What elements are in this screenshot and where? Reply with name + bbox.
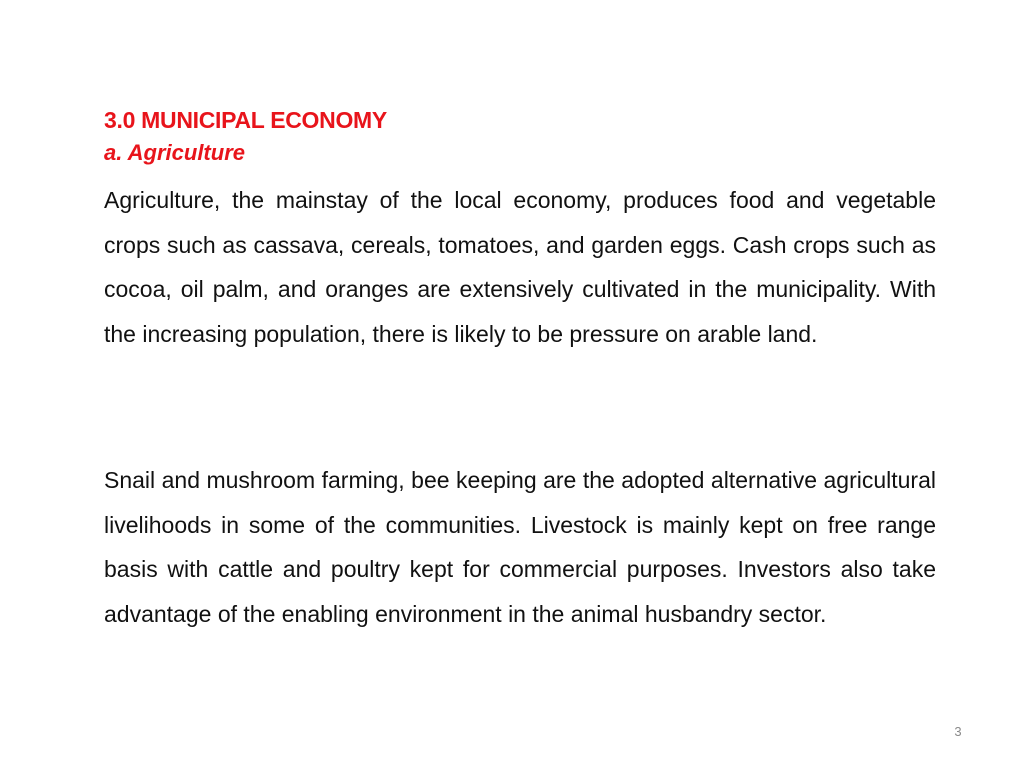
subsection-heading: a. Agriculture	[104, 140, 245, 165]
body-paragraph-agriculture: Agriculture, the mainstay of the local economy, produces food and vegetable crops such as cassava, cereals, tomatoes, and garden eggs. Cash crops such as cocoa, oil palm, and oranges are extensively cultivated in the municipality. With the increasing population, there is likely to be pressure on arable land.	[104, 187, 936, 347]
page-number: 3	[954, 724, 962, 739]
body-paragraph-livelihoods: Snail and mushroom farming, bee keeping are the adopted alternative agricultural livelihoods in some of the communities. Livestock is mainly kept on free range basis with cattle and poultry kept for commercial purposes. Investors also take advantage of the enabling environment in the animal husbandry sector.	[104, 467, 936, 627]
section-heading: 3.0 MUNICIPAL ECONOMY	[104, 107, 387, 133]
